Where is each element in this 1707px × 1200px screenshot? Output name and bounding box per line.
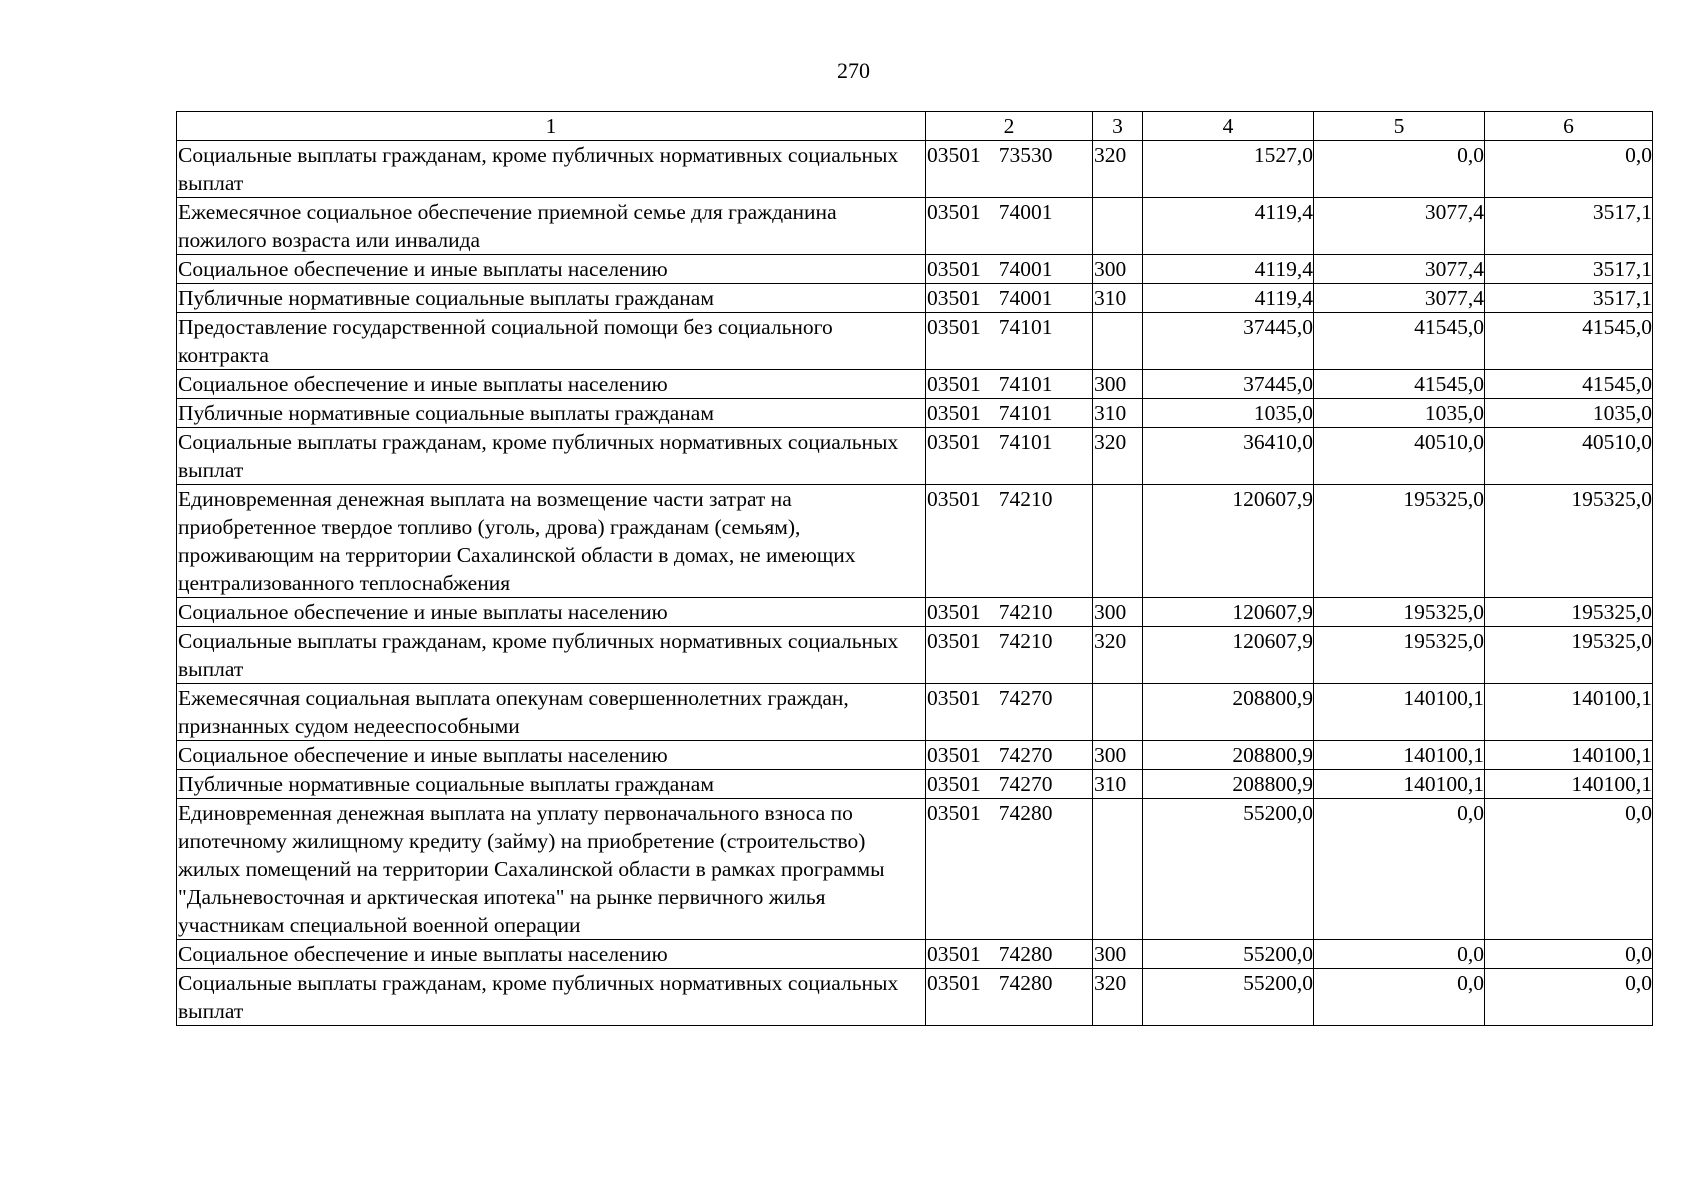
row-value-6: 0,0 (1485, 940, 1653, 969)
page-number: 270 (837, 58, 870, 83)
row-code (926, 799, 1093, 940)
row-description: Социальное обеспечение и иные выплаты населению (177, 598, 926, 627)
row-description: Единовременная денежная выплата на уплату первоначального взноса по ипотечному жилищному кредиту (займу) на приобретение (строительство) жилых помещений на территории Сахалинской области в рамках программы "Дальневосточная и арктическая ипотека" на рынке первичного жилья участникам специальной военной операции (177, 799, 926, 940)
code-program: 03501 (927, 629, 981, 653)
row-value-6: 195325,0 (1485, 627, 1653, 684)
table-row (177, 940, 1653, 969)
code-program: 03501 (927, 257, 981, 281)
table-row (177, 969, 1653, 1026)
row-value-5: 195325,0 (1314, 627, 1485, 684)
table-header (177, 112, 1653, 141)
code-program: 03501 (927, 600, 981, 624)
row-value-6: 41545,0 (1485, 313, 1653, 370)
table-row (177, 627, 1653, 684)
row-value-4: 4119,4 (1143, 198, 1314, 255)
row-description: Социальное обеспечение и иные выплаты населению (177, 741, 926, 770)
code-direction: 74270 (998, 686, 1053, 710)
budget-table (176, 111, 1653, 1026)
row-expense-type (1093, 485, 1143, 598)
header-row (177, 112, 1653, 141)
row-code (926, 313, 1093, 370)
row-expense-type: 310 (1093, 399, 1143, 428)
row-value-5: 0,0 (1314, 940, 1485, 969)
row-value-4: 208800,9 (1143, 741, 1314, 770)
row-description: Социальное обеспечение и иные выплаты населению (177, 370, 926, 399)
table-row (177, 799, 1653, 940)
table-row (177, 684, 1653, 741)
row-description: Социальное обеспечение и иные выплаты населению (177, 940, 926, 969)
code-program: 03501 (927, 801, 981, 825)
code-program: 03501 (927, 942, 981, 966)
row-description: Социальные выплаты гражданам, кроме публичных нормативных социальных выплат (177, 627, 926, 684)
code-direction: 74210 (998, 629, 1053, 653)
code-program: 03501 (927, 487, 981, 511)
code-program: 03501 (927, 372, 981, 396)
row-value-4: 4119,4 (1143, 255, 1314, 284)
row-code (926, 399, 1093, 428)
code-direction: 74270 (998, 743, 1053, 767)
row-value-6: 41545,0 (1485, 370, 1653, 399)
table-row (177, 741, 1653, 770)
row-value-6: 1035,0 (1485, 399, 1653, 428)
row-description: Публичные нормативные социальные выплаты гражданам (177, 399, 926, 428)
code-direction: 74270 (998, 772, 1053, 796)
row-value-6: 140100,1 (1485, 684, 1653, 741)
row-expense-type: 300 (1093, 940, 1143, 969)
code-direction: 74101 (998, 315, 1053, 339)
column-header-2: 2 (926, 112, 1093, 141)
table-row (177, 770, 1653, 799)
row-code (926, 485, 1093, 598)
row-value-5: 0,0 (1314, 969, 1485, 1026)
row-value-4: 4119,4 (1143, 284, 1314, 313)
row-value-4: 208800,9 (1143, 684, 1314, 741)
row-expense-type (1093, 313, 1143, 370)
table-row (177, 370, 1653, 399)
row-value-6: 195325,0 (1485, 598, 1653, 627)
row-value-5: 140100,1 (1314, 741, 1485, 770)
code-direction: 73530 (998, 143, 1053, 167)
row-value-4: 36410,0 (1143, 428, 1314, 485)
row-code (926, 969, 1093, 1026)
table-row (177, 255, 1653, 284)
table-row (177, 141, 1653, 198)
code-direction: 74210 (998, 487, 1053, 511)
code-direction: 74280 (998, 971, 1053, 995)
row-description: Ежемесячное социальное обеспечение приемной семье для гражданина пожилого возраста или инвалида (177, 198, 926, 255)
table-row (177, 198, 1653, 255)
row-value-5: 41545,0 (1314, 370, 1485, 399)
row-value-4: 37445,0 (1143, 313, 1314, 370)
code-program: 03501 (927, 143, 981, 167)
row-code (926, 627, 1093, 684)
row-expense-type (1093, 198, 1143, 255)
row-value-6: 0,0 (1485, 799, 1653, 940)
row-expense-type (1093, 799, 1143, 940)
row-description: Социальное обеспечение и иные выплаты населению (177, 255, 926, 284)
code-program: 03501 (927, 430, 981, 454)
code-program: 03501 (927, 315, 981, 339)
row-value-6: 3517,1 (1485, 198, 1653, 255)
row-description: Социальные выплаты гражданам, кроме публичных нормативных социальных выплат (177, 969, 926, 1026)
row-value-4: 1035,0 (1143, 399, 1314, 428)
row-value-5: 3077,4 (1314, 198, 1485, 255)
row-value-5: 140100,1 (1314, 684, 1485, 741)
code-direction: 74001 (998, 257, 1053, 281)
row-value-5: 140100,1 (1314, 770, 1485, 799)
code-program: 03501 (927, 971, 981, 995)
table-row (177, 284, 1653, 313)
row-code (926, 684, 1093, 741)
row-value-4: 208800,9 (1143, 770, 1314, 799)
row-code (926, 198, 1093, 255)
row-expense-type: 300 (1093, 370, 1143, 399)
row-value-4: 1527,0 (1143, 141, 1314, 198)
code-direction: 74001 (998, 286, 1053, 310)
row-expense-type: 320 (1093, 969, 1143, 1026)
row-value-5: 41545,0 (1314, 313, 1485, 370)
row-code (926, 370, 1093, 399)
code-direction: 74101 (998, 401, 1053, 425)
row-code (926, 284, 1093, 313)
table-row (177, 485, 1653, 598)
code-program: 03501 (927, 401, 981, 425)
row-value-5: 0,0 (1314, 799, 1485, 940)
code-program: 03501 (927, 743, 981, 767)
row-value-6: 0,0 (1485, 141, 1653, 198)
row-description: Публичные нормативные социальные выплаты гражданам (177, 770, 926, 799)
code-direction: 74001 (998, 200, 1053, 224)
row-description: Публичные нормативные социальные выплаты гражданам (177, 284, 926, 313)
column-header-6: 6 (1485, 112, 1653, 141)
row-code (926, 940, 1093, 969)
row-value-6: 3517,1 (1485, 284, 1653, 313)
table-body (177, 141, 1653, 1026)
code-direction: 74210 (998, 600, 1053, 624)
row-code (926, 428, 1093, 485)
row-value-6: 140100,1 (1485, 770, 1653, 799)
code-direction: 74280 (998, 942, 1053, 966)
row-value-4: 55200,0 (1143, 969, 1314, 1026)
table-row (177, 399, 1653, 428)
code-program: 03501 (927, 772, 981, 796)
row-value-5: 195325,0 (1314, 598, 1485, 627)
row-value-5: 40510,0 (1314, 428, 1485, 485)
row-description: Социальные выплаты гражданам, кроме публичных нормативных социальных выплат (177, 428, 926, 485)
column-header-1: 1 (177, 112, 926, 141)
row-expense-type: 310 (1093, 284, 1143, 313)
row-value-4: 120607,9 (1143, 485, 1314, 598)
row-expense-type: 300 (1093, 598, 1143, 627)
row-code (926, 741, 1093, 770)
row-expense-type: 320 (1093, 428, 1143, 485)
row-value-6: 140100,1 (1485, 741, 1653, 770)
row-code (926, 598, 1093, 627)
row-value-6: 40510,0 (1485, 428, 1653, 485)
row-value-4: 55200,0 (1143, 940, 1314, 969)
column-header-5: 5 (1314, 112, 1485, 141)
code-direction: 74280 (998, 801, 1053, 825)
row-code (926, 141, 1093, 198)
row-description: Предоставление государственной социальной помощи без социального контракта (177, 313, 926, 370)
row-expense-type: 300 (1093, 255, 1143, 284)
row-expense-type: 320 (1093, 141, 1143, 198)
row-description: Единовременная денежная выплата на возмещение части затрат на приобретенное твердое топливо (уголь, дрова) гражданам (семьям), проживающим на территории Сахалинской области в домах, не имеющих централизованного теплоснабжения (177, 485, 926, 598)
column-header-3: 3 (1093, 112, 1143, 141)
row-value-5: 195325,0 (1314, 485, 1485, 598)
row-value-5: 3077,4 (1314, 255, 1485, 284)
row-code (926, 770, 1093, 799)
row-value-5: 1035,0 (1314, 399, 1485, 428)
code-program: 03501 (927, 686, 981, 710)
row-expense-type (1093, 684, 1143, 741)
row-expense-type: 310 (1093, 770, 1143, 799)
table-row (177, 313, 1653, 370)
row-value-6: 195325,0 (1485, 485, 1653, 598)
row-description: Ежемесячная социальная выплата опекунам совершеннолетних граждан, признанных судом недееспособными (177, 684, 926, 741)
code-program: 03501 (927, 286, 981, 310)
code-direction: 74101 (998, 430, 1053, 454)
row-description: Социальные выплаты гражданам, кроме публичных нормативных социальных выплат (177, 141, 926, 198)
row-value-6: 3517,1 (1485, 255, 1653, 284)
row-expense-type: 300 (1093, 741, 1143, 770)
code-program: 03501 (927, 200, 981, 224)
column-header-4: 4 (1143, 112, 1314, 141)
row-value-4: 55200,0 (1143, 799, 1314, 940)
row-value-5: 3077,4 (1314, 284, 1485, 313)
row-code (926, 255, 1093, 284)
row-value-6: 0,0 (1485, 969, 1653, 1026)
row-value-4: 120607,9 (1143, 627, 1314, 684)
table-row (177, 428, 1653, 485)
row-value-5: 0,0 (1314, 141, 1485, 198)
row-value-4: 120607,9 (1143, 598, 1314, 627)
table-row (177, 598, 1653, 627)
row-value-4: 37445,0 (1143, 370, 1314, 399)
code-direction: 74101 (998, 372, 1053, 396)
row-expense-type: 320 (1093, 627, 1143, 684)
